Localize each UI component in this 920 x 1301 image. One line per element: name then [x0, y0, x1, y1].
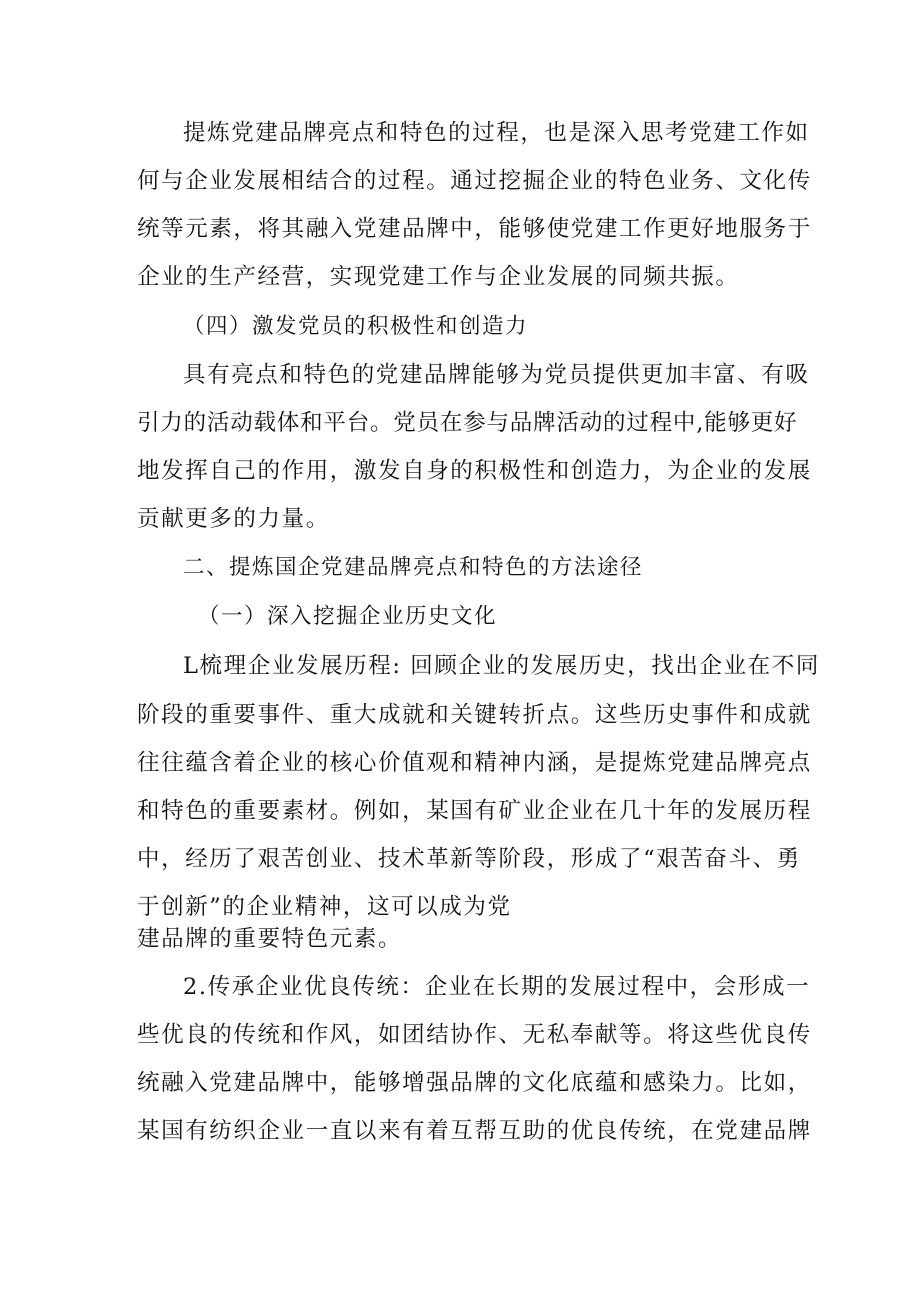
paragraph-line: 企业的生产经营，实现党建工作与企业发展的同频共振。 [137, 264, 740, 290]
paragraph-line: 阶段的重要事件、重大成就和关键转折点。这些历史事件和成就 [137, 702, 812, 728]
paragraph-line: 于创新”的企业精神，这可以成为党 [137, 894, 512, 920]
paragraph-line: 贡献更多的力量。 [137, 506, 330, 532]
subsection-heading-4: （四）激发党员的积极性和创造力 [183, 314, 529, 339]
paragraph-line: 统融入党建品牌中，能够增强品牌的文化底蕴和感染力。比如， [137, 1070, 812, 1096]
paragraph-line: 中，经历了艰苦创业、技术革新等阶段，形成了“艰苦奋斗、勇 [137, 846, 801, 872]
paragraph-line: 引力的活动载体和平台。党员在参与品牌活动的过程中,能够更好 [137, 410, 798, 436]
paragraph-line: 和特色的重要素材。例如，某国有矿业企业在几十年的发展历程 [137, 798, 812, 824]
paragraph-line: 建品牌的重要特色元素。 [137, 926, 403, 952]
paragraph-line: 具有亮点和特色的党建品牌能够为党员提供更加丰富、有吸 [183, 362, 810, 388]
paragraph-line: 统等元素，将其融入党建品牌中，能够使党建工作更好地服务于 [137, 216, 812, 242]
paragraph-line: 提炼党建品牌亮点和特色的过程，也是深入思考党建工作如 [183, 120, 810, 146]
paragraph-line: 往往蕴含着企业的核心价值观和精神内涵，是提炼党建品牌亮点 [137, 750, 812, 776]
paragraph-line: 地发挥自己的作用，激发自身的积极性和创造力，为企业的发展 [137, 458, 812, 484]
section-title-2: 二、提炼国企党建品牌亮点和特色的方法途径 [183, 555, 644, 580]
paragraph-line: 2.传承企业优良传统：企业在长期的发展过程中，会形成一 [183, 974, 811, 1000]
subsection-heading-1: （一）深入挖掘企业历史文化 [198, 604, 498, 629]
paragraph-line: 些优良的传统和作风，如团结协作、无私奉献等。将这些优良传 [137, 1022, 812, 1048]
paragraph-line: 某国有纺织企业一直以来有着互帮互助的优良传统，在党建品牌 [137, 1118, 812, 1144]
paragraph-line: 何与企业发展相结合的过程。通过挖掘企业的特色业务、文化传 [137, 168, 812, 194]
paragraph-line: L梳理企业发展历程: 回顾企业的发展历史，找出企业在不同 [183, 653, 820, 679]
